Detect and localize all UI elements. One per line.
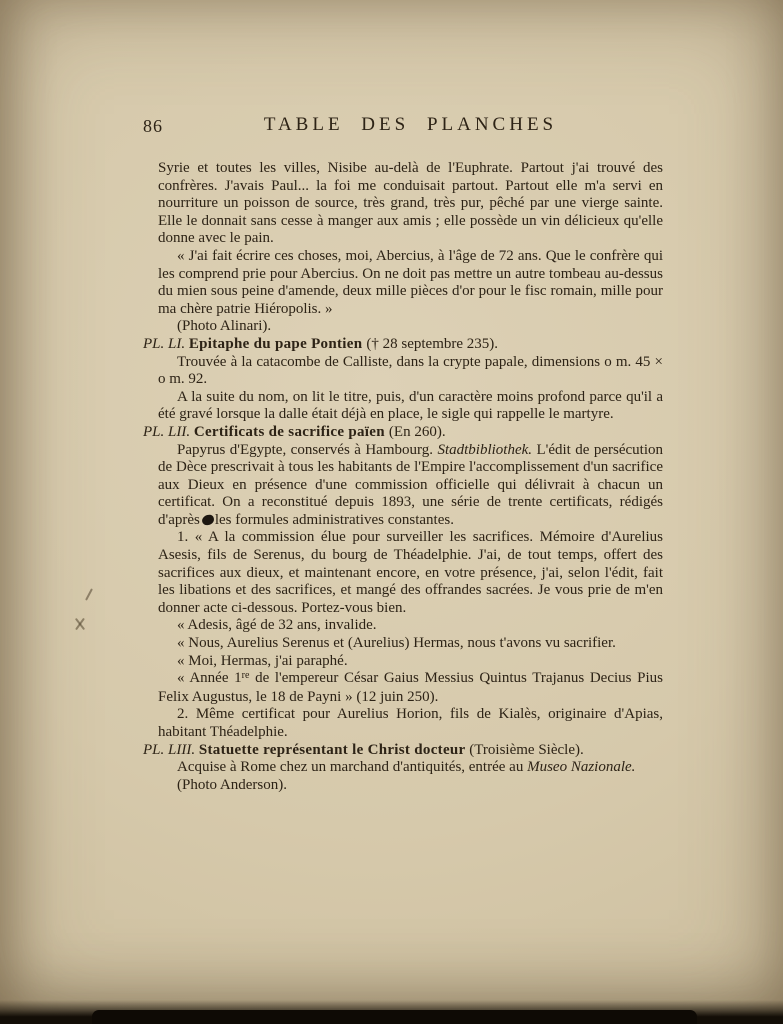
- text-segment: re: [241, 670, 250, 682]
- paragraph: [158, 670, 663, 706]
- text-segment: Museo Nazionale.: [527, 759, 636, 776]
- text-segment: « Nous, Aurelius Serenus et (Aurelius) Hermas, nous t'avons vu sacrifier.: [177, 635, 616, 652]
- page-header: [143, 112, 663, 138]
- text-segment: Stadtbibliothek.: [437, 441, 533, 458]
- text-segment: « J'ai fait écrire ces choses, moi, Abercius, à l'âge de 72 ans. Que le confrère qui les comprend prie pour Abercius. On ne doit pas mettre un autre tombeau au-dessus du mien sous peine d'amende, deux mille pièces d'or pour le fisc romain, mille pour ma chère patrie Hiéropolis. »: [158, 247, 663, 317]
- text-segment: « Année 1: [177, 670, 242, 687]
- plate-entry: [143, 335, 663, 354]
- text-segment: Certificats de sacrifice païen: [193, 423, 389, 440]
- text-segment: « Moi, Hermas, j'ai paraphé.: [177, 652, 348, 669]
- text-segment: L'édit de persécution de Dèce prescrivait à tous les habitants de l'Empire l'accomplissement d'un sacrifice aux Dieux en présence d'une commission officielle qui délivrait à chacun un certificat. On a reconstitué depuis 1893, une série de trente certificats, rédigés d'après: [158, 441, 664, 528]
- paragraph: [158, 248, 663, 318]
- paragraph: [158, 389, 663, 424]
- text-segment: de l'empereur César Gaius Messius Quintus Trajanus Decius Pius Felix Augustus, le 18 de Payni » (12 juin 250).: [158, 670, 663, 705]
- text-segment: (Troisième Siècle).: [469, 741, 584, 758]
- text-segment: Trouvée à la catacombe de Calliste, dans la crypte papale, dimensions o m. 45 × o m. 92.: [158, 353, 663, 388]
- paragraph: [158, 617, 663, 635]
- text-segment: Syrie et toutes les villes, Nisibe au-delà de l'Euphrate. Partout j'ai trouvé des confrères. J'avais Paul... la foi me conduisait partout. Partout elle m'a servi en nourriture un poisson de source, très grand, très pur, pêché par une vierge sainte. Elle le donnait sans cesse à manger aux amis ; elle possède un vin délicieux qu'elle donne avec le pain.: [158, 160, 663, 247]
- page-title: TABLE DES PLANCHES: [263, 114, 558, 135]
- paragraph: [158, 442, 663, 530]
- text-segment: Epitaphe du pape Pontien: [188, 335, 367, 352]
- text-segment: PL. LI.: [143, 335, 189, 352]
- pencil-mark: [85, 588, 93, 600]
- paragraph: [158, 354, 663, 389]
- text-column: [143, 112, 664, 794]
- page-number: 86: [143, 116, 163, 136]
- text-segment: A la suite du nom, on lit le titre, puis, d'un caractère moins profond parce qu'il a été gravé lorsque la dalle était déjà en place, le sigle qui rappelle le martyre.: [158, 388, 663, 423]
- paragraph: [158, 160, 663, 248]
- paragraph: [158, 635, 663, 653]
- text-segment: (Photo Anderson).: [177, 776, 287, 793]
- plate-entry: [143, 741, 663, 760]
- text-segment: 1. « A la commission élue pour surveiller les sacrifices. Mémoire d'Aurelius Asesis, fils de Serenus, du bourg de Théadelphie. J'ai, de tout temps, offert des sacrifices aux dieux, et maintenant encore, en votre présence, j'ai, selon l'édit, fait les libations et des sacrifices, et mangé des offrandes sacrées. Je vous prie de m'en donner acte ci-dessous. Portez-vous bien.: [158, 529, 663, 616]
- plate-entry: [143, 423, 663, 442]
- text-segment: 2. Même certificat pour Aurelius Horion, fils de Kialès, originaire d'Apias, habitant Théadelphie.: [158, 706, 663, 740]
- text-segment: († 28 septembre 235).: [366, 335, 499, 352]
- text-segment: (En 260).: [388, 423, 446, 440]
- paragraph: [158, 759, 663, 777]
- text-segment: PL. LIII.: [143, 741, 199, 758]
- page-body: [143, 160, 664, 794]
- ink-smudge: [201, 514, 214, 526]
- paragraph: [158, 529, 663, 617]
- text-segment: « Adesis, âgé de 32 ans, invalide.: [177, 617, 377, 634]
- text-segment: Acquise à Rome chez un marchand d'antiquités, entrée au: [177, 759, 528, 776]
- text-segment: Statuette représentant le Christ docteur: [198, 741, 470, 758]
- paragraph: [158, 653, 663, 671]
- paragraph: [158, 318, 663, 336]
- paragraph: [158, 706, 663, 741]
- scan-bottom-shadow: [92, 1010, 697, 1024]
- text-segment: Papyrus d'Egypte, conservés à Hambourg.: [177, 441, 438, 458]
- text-segment: (Photo Alinari).: [177, 318, 272, 335]
- text-segment: les formules administratives constantes.: [214, 511, 454, 528]
- paragraph: [158, 777, 663, 795]
- text-segment: PL. LII.: [143, 423, 194, 440]
